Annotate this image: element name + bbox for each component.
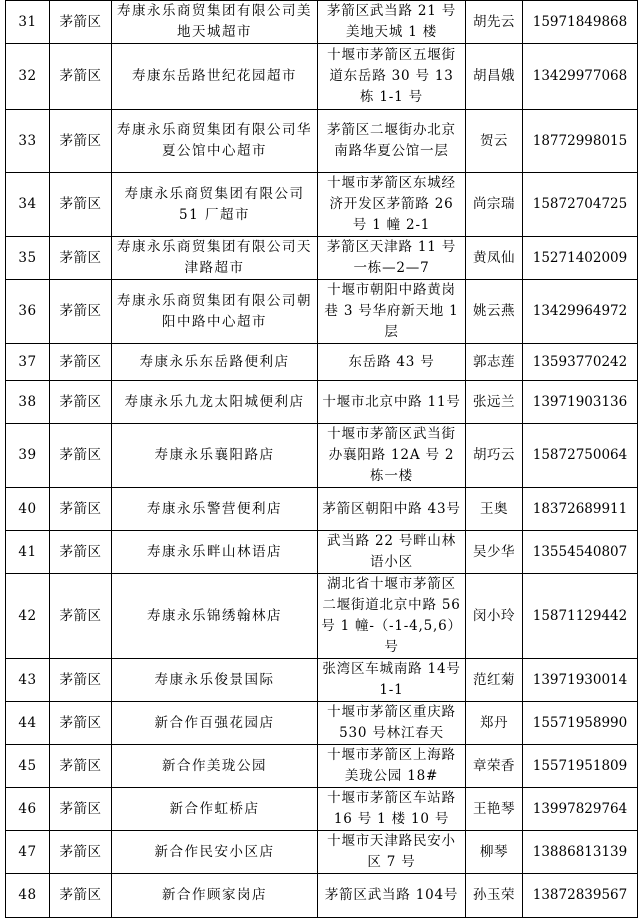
phone-cell: 13971903136 <box>523 381 638 424</box>
district-cell: 茅箭区 <box>50 424 112 488</box>
contact-cell: 胡巧云 <box>466 424 523 488</box>
district-cell: 茅箭区 <box>50 381 112 424</box>
row-number: 33 <box>6 110 50 173</box>
table-row <box>6 788 638 831</box>
contact-cell: 柳琴 <box>466 831 523 874</box>
row-number: 39 <box>6 424 50 488</box>
address-cell: 茅箭区二堰街办北京南路华夏公馆一层 <box>318 110 466 173</box>
address-cell: 东岳路 43 号 <box>318 344 466 381</box>
district-cell: 茅箭区 <box>50 44 112 110</box>
contact-cell: 胡先云 <box>466 1 523 44</box>
row-number: 45 <box>6 745 50 788</box>
table-row <box>6 702 638 745</box>
phone-cell: 15871129442 <box>523 574 638 659</box>
store-name-cell: 寿康永乐襄阳路店 <box>112 424 318 488</box>
row-number: 36 <box>6 280 50 344</box>
phone-cell: 15872704725 <box>523 173 638 237</box>
contact-cell: 闵小玲 <box>466 574 523 659</box>
row-number: 41 <box>6 531 50 574</box>
address-cell: 茅箭区武当路 21 号美地天城 1 楼 <box>318 1 466 44</box>
district-cell: 茅箭区 <box>50 831 112 874</box>
row-number: 46 <box>6 788 50 831</box>
contact-cell: 王艳琴 <box>466 788 523 831</box>
store-name-cell: 寿康东岳路世纪花园超市 <box>112 44 318 110</box>
district-cell: 茅箭区 <box>50 237 112 280</box>
row-number: 44 <box>6 702 50 745</box>
district-cell: 茅箭区 <box>50 788 112 831</box>
district-cell: 茅箭区 <box>50 173 112 237</box>
row-number: 32 <box>6 44 50 110</box>
table-row <box>6 424 638 488</box>
table-row <box>6 110 638 173</box>
store-name-cell: 寿康永乐商贸集团有限公司美地天城超市 <box>112 1 318 44</box>
table-row <box>6 745 638 788</box>
address-cell: 十堰市天津路民安小区 7 号 <box>318 831 466 874</box>
store-name-cell: 寿康永乐商贸集团有限公司华夏公馆中心超市 <box>112 110 318 173</box>
district-cell: 茅箭区 <box>50 1 112 44</box>
contact-cell: 范红菊 <box>466 659 523 702</box>
contact-cell: 王奥 <box>466 488 523 531</box>
address-cell: 十堰市茅箭区五堰街道东岳路 30 号 13 栋 1-1 号 <box>318 44 466 110</box>
table-row <box>6 488 638 531</box>
table-row <box>6 531 638 574</box>
store-name-cell: 新合作美珑公园 <box>112 745 318 788</box>
store-name-cell: 寿康永乐东岳路便利店 <box>112 344 318 381</box>
district-cell: 茅箭区 <box>50 659 112 702</box>
table-row <box>6 44 638 110</box>
phone-cell: 18372689911 <box>523 488 638 531</box>
store-name-cell: 寿康永乐畔山林语店 <box>112 531 318 574</box>
district-cell: 茅箭区 <box>50 344 112 381</box>
row-number: 43 <box>6 659 50 702</box>
row-number: 35 <box>6 237 50 280</box>
address-cell: 十堰市北京中路 11号 <box>318 381 466 424</box>
phone-cell: 13971930014 <box>523 659 638 702</box>
row-number: 40 <box>6 488 50 531</box>
district-cell: 茅箭区 <box>50 488 112 531</box>
phone-cell: 13554540807 <box>523 531 638 574</box>
store-name-cell: 新合作虹桥店 <box>112 788 318 831</box>
district-cell: 茅箭区 <box>50 874 112 918</box>
store-name-cell: 寿康永乐商贸集团有限公司朝阳中路中心超市 <box>112 280 318 344</box>
district-cell: 茅箭区 <box>50 531 112 574</box>
address-cell: 茅箭区武当路 104号 <box>318 874 466 918</box>
store-name-cell: 寿康永乐商贸集团有限公司51 厂超市 <box>112 173 318 237</box>
address-cell: 张湾区车城南路 14号 1-1 <box>318 659 466 702</box>
address-cell: 茅箭区朝阳中路 43号 <box>318 488 466 531</box>
phone-cell: 13429977068 <box>523 44 638 110</box>
address-cell: 十堰市茅箭区上海路美珑公园 18# <box>318 745 466 788</box>
address-cell: 十堰市茅箭区车站路 16 号 1 楼 10 号 <box>318 788 466 831</box>
address-cell: 武当路 22 号畔山林语小区 <box>318 531 466 574</box>
store-table <box>5 0 638 918</box>
phone-cell: 15571951809 <box>523 745 638 788</box>
contact-cell: 姚云燕 <box>466 280 523 344</box>
district-cell: 茅箭区 <box>50 745 112 788</box>
phone-cell: 13429964972 <box>523 280 638 344</box>
contact-cell: 尚宗瑞 <box>466 173 523 237</box>
store-name-cell: 寿康永乐俊景国际 <box>112 659 318 702</box>
phone-cell: 13886813139 <box>523 831 638 874</box>
table-row <box>6 659 638 702</box>
phone-cell: 15271402009 <box>523 237 638 280</box>
row-number: 48 <box>6 874 50 918</box>
address-cell: 十堰市茅箭区武当街办襄阳路 12A 号 2 栋一楼 <box>318 424 466 488</box>
phone-cell: 13872839567 <box>523 874 638 918</box>
phone-cell: 15971849868 <box>523 1 638 44</box>
phone-cell: 15571958990 <box>523 702 638 745</box>
row-number: 38 <box>6 381 50 424</box>
table-row <box>6 831 638 874</box>
store-name-cell: 寿康永乐商贸集团有限公司天津路超市 <box>112 237 318 280</box>
table-row <box>6 1 638 44</box>
row-number: 42 <box>6 574 50 659</box>
address-cell: 十堰市茅箭区重庆路 530 号林江春天 <box>318 702 466 745</box>
phone-cell: 15872750064 <box>523 424 638 488</box>
district-cell: 茅箭区 <box>50 574 112 659</box>
district-cell: 茅箭区 <box>50 702 112 745</box>
store-name-cell: 寿康永乐锦绣翰林店 <box>112 574 318 659</box>
contact-cell: 吴少华 <box>466 531 523 574</box>
contact-cell: 孙玉荣 <box>466 874 523 918</box>
address-cell: 湖北省十堰市茅箭区二堰街道北京中路 56 号 1 幢-（-1-4,5,6）号 <box>318 574 466 659</box>
contact-cell: 张远兰 <box>466 381 523 424</box>
phone-cell: 13997829764 <box>523 788 638 831</box>
table-row <box>6 237 638 280</box>
contact-cell: 黄凤仙 <box>466 237 523 280</box>
store-name-cell: 新合作顾家岗店 <box>112 874 318 918</box>
table-row <box>6 280 638 344</box>
contact-cell: 胡昌娥 <box>466 44 523 110</box>
table-row <box>6 381 638 424</box>
district-cell: 茅箭区 <box>50 280 112 344</box>
table-row <box>6 344 638 381</box>
phone-cell: 18772998015 <box>523 110 638 173</box>
address-cell: 茅箭区天津路 11 号一栋—2—7 <box>318 237 466 280</box>
address-cell: 十堰市朝阳中路黄岗巷 3 号华府新天地 1 层 <box>318 280 466 344</box>
row-number: 31 <box>6 1 50 44</box>
contact-cell: 郭志莲 <box>466 344 523 381</box>
row-number: 37 <box>6 344 50 381</box>
store-name-cell: 新合作民安小区店 <box>112 831 318 874</box>
table-row <box>6 173 638 237</box>
district-cell: 茅箭区 <box>50 110 112 173</box>
store-name-cell: 新合作百强花园店 <box>112 702 318 745</box>
address-cell: 十堰市茅箭区东城经济开发区茅箭路 26 号 1 幢 2-1 <box>318 173 466 237</box>
row-number: 47 <box>6 831 50 874</box>
store-name-cell: 寿康永乐九龙太阳城便利店 <box>112 381 318 424</box>
store-name-cell: 寿康永乐警营便利店 <box>112 488 318 531</box>
phone-cell: 13593770242 <box>523 344 638 381</box>
contact-cell: 章荣香 <box>466 745 523 788</box>
row-number: 34 <box>6 173 50 237</box>
contact-cell: 贺云 <box>466 110 523 173</box>
contact-cell: 郑丹 <box>466 702 523 745</box>
table-row <box>6 574 638 659</box>
table-row <box>6 874 638 918</box>
